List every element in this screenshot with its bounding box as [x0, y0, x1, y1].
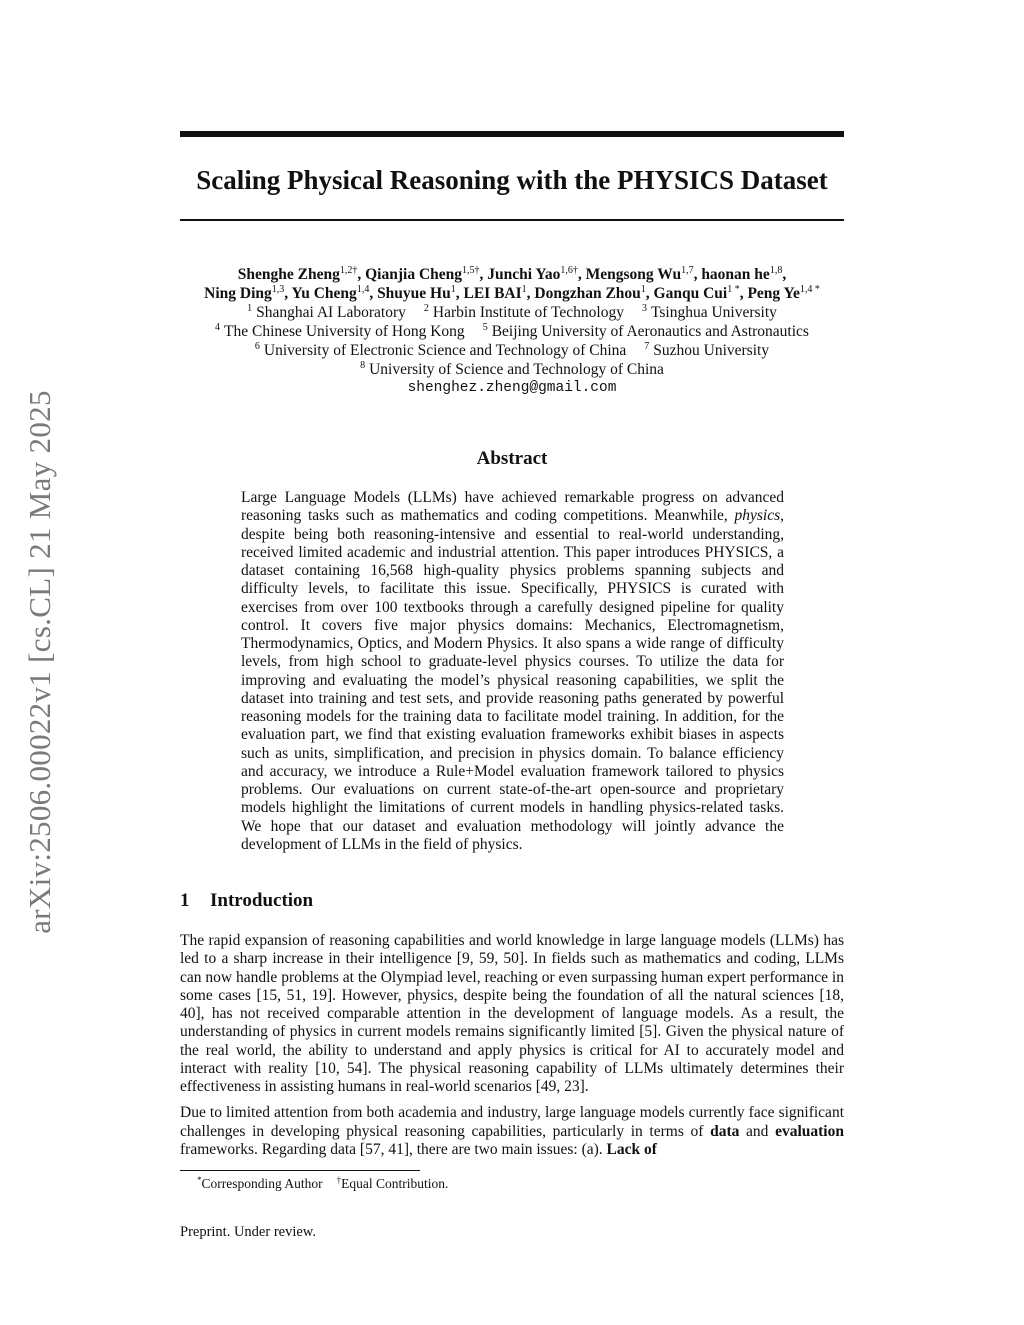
section-heading [180, 887, 313, 915]
affiliation: The Chinese University of Hong Kong [224, 323, 465, 340]
author: Ganqu Cui$^{1 *}$, [653, 284, 748, 302]
contact-email: shenghez.zheng@gmail.com [407, 380, 617, 396]
affiliation: Tsinghua University [650, 304, 777, 321]
abstract-heading: Abstract [476, 448, 548, 469]
affiliation: Shanghai AI Laboratory [256, 304, 406, 321]
abstract-text: , despite being both reasoning-intensive and essential to real-world understanding, received limited academic and industrial attention. This paper introduces PHYSICS, a dataset containing 16,568 high-quality physics problems spanning subjects and difficulty levels, to facilitate this issue. Specifically, PHYSICS is curated with exercises from over 100 textbooks through a carefully designed pipeline for quality control. It covers five major physics domains: Mechanics, Electromagnetism, Thermodynamics, Optics, and Modern Physics. It also spans a wide range of difficulty levels, from high school to graduate-level physics courses. To utilize the data for improving and evaluating the model’s physical reasoning capabilities, we split the dataset into training and test sets, and provide reasoning paths generated by powerful reasoning models for the training data to facilitate model training. In addition, for the evaluation part, we find that existing evaluation frameworks exhibit biases in aspects such as units, simplification, and precision in physics domain. To balance efficiency and accuracy, we introduce a Rule+Model evaluation framework tailored to physics problems. Our evaluations on current state-of-the-art open-source and proprietary models highlight the limitations of current models in handling physics-related tasks. We hope that our dataset and evaluation methodology will jointly advance the development of LLMs in the field of physics. [241, 507, 784, 853]
footnote-equal-contribution: Equal Contribution. [341, 1176, 449, 1191]
abstract-body [241, 489, 784, 854]
paragraph: Due to limited attention from both academia and industry, large language models currently face significant challenges in developing physical reasoning capabilities, particularly in terms of data and evaluation frameworks. Regarding data [57, 41], there are two main issues: (a). Lack of [180, 1104, 844, 1158]
author: LEI BAI$^1$, [463, 284, 535, 302]
author: Peng $Ye^{1,4 *}$ [747, 284, 820, 302]
section-number: 1 [180, 890, 190, 911]
title-bottom-rule [180, 219, 844, 221]
section-title: Introduction [210, 890, 314, 911]
paragraph: The rapid expansion of reasoning capabilities and world knowledge in large language models (LLMs) has led to a sharp increase in their intelligence [9, 59, 50]. In fields such as mathematics and coding, LLMs can now handle problems at the Olympiad level, reaching or even surpassing human expert performance in some cases [15, 51, 19]. However, physics, despite being the foundation of all the natural sciences [18, 40], has not received comparable attention in the development of language models. As a result, the understanding of physics in current models remains significantly limited [5]. Given the physical nature of the real world, the ability to understand and apply physics is critical for AI to accurately model and interact with reality [10, 54]. The physical reasoning capability of LLMs ultimately determines their effectiveness in assisting humans in real-world scenarios [49, 23]. [180, 932, 844, 1095]
author: Junchi Yao$^{1,6\dagger}$, [487, 265, 586, 283]
affiliation: Suzhou University [653, 342, 770, 359]
author-line-2 [140, 284, 884, 303]
author-block [140, 265, 884, 398]
author: Shuyue Hu$^1$, [377, 284, 464, 302]
affiliation-line-4: $^8$ University of Science and Technology of China [360, 360, 664, 378]
abstract-emphasis: physics [734, 507, 781, 525]
footnotes: *Corresponding Author †Equal Contribution. [197, 1175, 449, 1191]
author: Ning Ding$^{1,3}$, [204, 284, 292, 302]
affiliation: Beijing University of Aeronautics and Astronautics [491, 323, 809, 340]
affiliation-line-2: $^4$ The Chinese University of Hong Kong $^5$ Beijing University of Aeronautics and Astronautics [215, 322, 809, 340]
author: Yu Cheng$^{1,4}$, [291, 284, 378, 302]
author: Qianjia Cheng$^{1,5\dagger}$, [365, 265, 488, 283]
affiliation-line-1: $^1$ Shanghai AI Laboratory $^2$ Harbin Institute of Technology $^3$ Tsinghua University [247, 303, 777, 321]
author: Shenghe Zheng$^{1,2\dagger}$, [237, 265, 366, 283]
author-line-1 [140, 265, 884, 284]
footnote-rule [180, 1170, 420, 1171]
introduction-body [180, 932, 844, 1167]
paper-title: Scaling Physical Reasoning with the PHYSICS Dataset [196, 165, 828, 195]
affiliation: Harbin Institute of Technology [432, 304, 624, 321]
abstract-text: Large Language Models (LLMs) have achieved remarkable progress on advanced reasoning tasks such as mathematics and coding competitions. Meanwhile, [241, 489, 784, 525]
affiliation: University of Science and Technology of China [369, 361, 664, 378]
preprint-notice: Preprint. Under review. [180, 1224, 316, 1240]
title-top-rule [180, 131, 844, 137]
arxiv-id-label: arXiv:2506.00022v1 [cs.CL] 21 May 2025 [22, 390, 57, 934]
footnote-corresponding: Corresponding Author [201, 1176, 323, 1191]
author: haonan he$^{1,8}$, [701, 265, 787, 283]
affiliation-line-3: $^6$ University of Electronic Science and Technology of China $^7$ Suzhou University [254, 341, 770, 359]
author: Dongzhan Zhou$^1$, [534, 284, 654, 302]
author: Mengsong Wu$^{1,7}$, [585, 265, 702, 283]
affiliation: University of Electronic Science and Technology of China [263, 342, 627, 359]
